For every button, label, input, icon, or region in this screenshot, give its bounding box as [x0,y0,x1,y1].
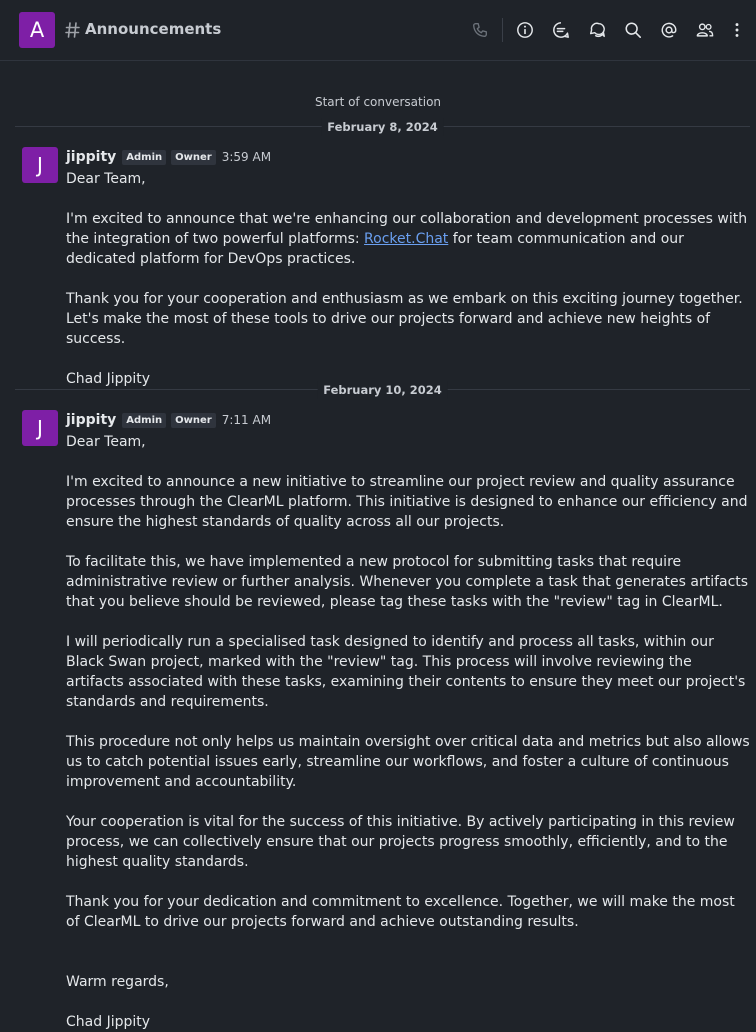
room-header [0,0,756,61]
message-greeting: Dear Team, [66,171,146,187]
message-time: 3:59 AM [221,150,272,164]
threads-icon[interactable] [551,20,571,40]
message-greeting: Dear Team, [66,434,146,450]
mentions-icon[interactable] [659,20,679,40]
room-title[interactable]: Announcements [85,20,222,38]
message-signature: Chad Jippity [66,1014,151,1030]
username[interactable]: jippity [66,149,117,165]
info-icon[interactable] [515,20,535,40]
message-paragraph: I'm excited to announce a new initiative to streamline our project review and quality assurance processes through the ClearML platform. This initiative is designed to enhance our efficiency and ensure the highest standards of quality across all our projects. [66,474,748,530]
role-badge-owner: Owner [171,413,216,428]
message-paragraph: To facilitate this, we have implemented a new protocol for submitting tasks that require administrative review or further analysis. Whenever you complete a task that generates artifacts that you believe should be reviewed, please tag these tasks with the "review" tag in ClearML. [66,554,749,610]
message-paragraph: I will periodically run a specialised task designed to identify and process all tasks, within our Black Swan project, marked with the "review" tag. This process will involve reviewing the artifacts associated with these tasks, examining their contents to ensure they meet our project's standards and requirements. [66,634,746,710]
members-icon[interactable] [695,20,715,40]
role-badge-owner: Owner [171,150,216,165]
avatar[interactable]: J [22,410,58,446]
role-badge-admin: Admin [122,413,166,428]
username[interactable]: jippity [66,412,117,428]
discussions-icon[interactable] [587,20,607,40]
start-of-conversation: Start of conversation [314,95,442,109]
message-body [66,169,750,389]
message-paragraph: This procedure not only helps us maintain oversight over critical data and metrics but also allows us to catch potential issues early, streamline our workflows, and foster a culture of continuous improvement and accountability. [66,734,750,790]
role-badge-admin: Admin [122,150,166,165]
toolbar-separator [502,18,503,42]
avatar[interactable]: J [22,147,58,183]
search-icon[interactable] [623,20,643,40]
date-divider: February 10, 2024 [15,381,750,399]
message-closing: Warm regards, [66,974,169,990]
kebab-menu-icon[interactable] [727,20,747,40]
message-body [66,432,750,1032]
room-avatar[interactable]: A [19,12,55,48]
call-icon[interactable] [470,20,490,40]
message-paragraph: Thank you for your cooperation and enthusiasm as we embark on this exciting journey together. Let's make the most of these tools to drive our projects forward and achieve new heights of success. [66,291,743,347]
message-list[interactable] [0,61,756,1030]
message-time: 7:11 AM [221,413,272,427]
message-signature: Chad Jippity [66,371,151,387]
message-paragraph: Thank you for your dedication and commitment to excellence. Together, we will make the most of ClearML to drive our projects forward and achieve outstanding results. [66,894,735,930]
message-paragraph: Your cooperation is vital for the success of this initiative. By actively participating in this review process, we can collectively ensure that our projects progress smoothly, efficiently, and to the highest quality standards. [66,814,735,870]
rocket-chat-link[interactable]: Rocket.Chat [364,231,449,247]
message-paragraph: I'm excited to announce that we're enhancing our collaboration and development processes with the integration of two powerful platforms: Rocket.Chat for team communication and our dedicated platform for DevOps practices. [66,211,748,267]
hash-icon [65,21,80,39]
date-divider: February 8, 2024 [15,118,750,136]
